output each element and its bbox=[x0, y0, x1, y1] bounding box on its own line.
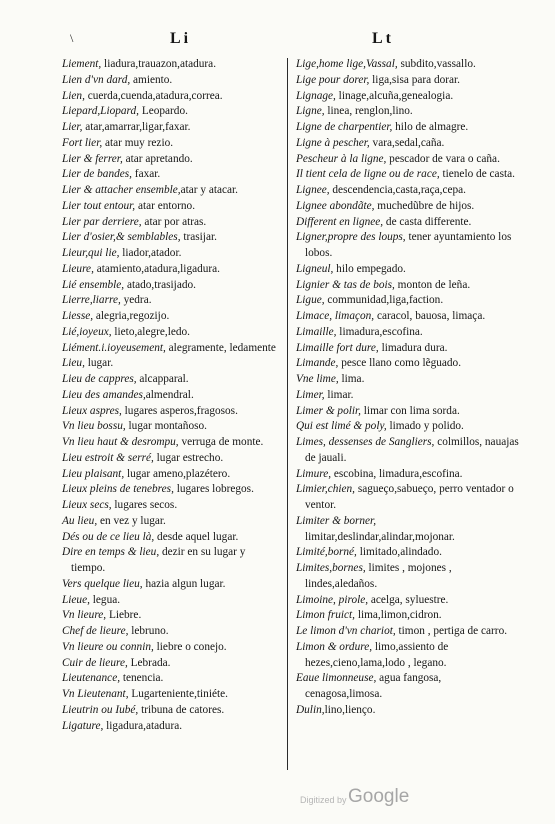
dictionary-entry bbox=[62, 435, 280, 451]
entry-definition: cuerda,cuenda,atadura,correa. bbox=[84, 89, 223, 102]
right-column bbox=[296, 57, 520, 719]
entry-term: Vne lime, bbox=[296, 373, 339, 385]
dictionary-entry bbox=[62, 104, 280, 120]
dictionary-entry bbox=[62, 341, 280, 357]
dictionary-entry bbox=[296, 57, 520, 73]
entry-definition: limar. bbox=[324, 388, 354, 401]
dictionary-entry bbox=[296, 341, 520, 357]
entry-term: Dulin, bbox=[296, 703, 325, 716]
entry-term: Lieue, bbox=[62, 593, 90, 606]
entry-term: Lier & attacher ensemble, bbox=[62, 184, 181, 196]
entry-definition: subdito,vassallo. bbox=[397, 58, 476, 70]
entry-definition: lugar montañoso. bbox=[125, 420, 207, 433]
dictionary-entry bbox=[62, 325, 280, 341]
dictionary-entry bbox=[62, 577, 280, 593]
dictionary-entry bbox=[62, 498, 280, 514]
entry-term: Lien, bbox=[62, 89, 85, 102]
dictionary-entry bbox=[296, 152, 520, 168]
dictionary-entry bbox=[296, 356, 520, 372]
entry-term: Lier d'osier,& semblables, bbox=[62, 231, 181, 244]
dictionary-entry bbox=[62, 593, 280, 609]
dictionary-entry bbox=[62, 388, 280, 404]
entry-definition: tenencia. bbox=[120, 672, 164, 685]
entry-definition: hilo empegado. bbox=[333, 262, 406, 275]
entry-definition: lugares secos. bbox=[111, 499, 178, 511]
entry-term: Different en lignee, bbox=[296, 215, 384, 228]
entry-definition: lugar. bbox=[84, 357, 114, 370]
dictionary-entry bbox=[62, 73, 280, 89]
entry-definition: atar y atacar. bbox=[180, 184, 238, 196]
entry-term: Limer & polir, bbox=[296, 404, 361, 417]
dictionary-entry bbox=[296, 671, 520, 703]
dictionary-entry bbox=[296, 608, 520, 624]
entry-term: Lier tout entour, bbox=[62, 199, 136, 212]
entry-definition: ligadura,atadura. bbox=[103, 719, 183, 732]
entry-term: Limande, bbox=[296, 357, 339, 370]
dictionary-entry bbox=[62, 262, 280, 278]
entry-definition: alegria,regozijo. bbox=[93, 310, 170, 322]
dictionary-entry bbox=[62, 152, 280, 168]
entry-definition: caracol, bauosa, limaça. bbox=[374, 310, 486, 322]
entry-term: Lignier & tas de bois, bbox=[296, 278, 395, 291]
entry-definition: legua. bbox=[89, 593, 121, 606]
entry-definition: pesce llano como lẽguado. bbox=[338, 357, 462, 370]
dictionary-entry bbox=[296, 278, 520, 294]
entry-term: Lieutrin ou Iubé, bbox=[62, 703, 139, 716]
entry-term: Lien d'vn dard, bbox=[62, 73, 131, 86]
dictionary-entry bbox=[62, 293, 280, 309]
entry-term: Ligne de charpentier, bbox=[296, 121, 393, 133]
entry-definition: monton de leña. bbox=[394, 278, 471, 291]
entry-term: Limité,borné, bbox=[296, 546, 357, 559]
entry-term: Lieu plaisant, bbox=[62, 467, 125, 480]
entry-definition: lugares lobregos. bbox=[173, 483, 254, 496]
entry-definition: agua fangosa, cenagosa,limosa. bbox=[305, 672, 442, 700]
dictionary-entry bbox=[62, 703, 280, 719]
entry-definition: hazia algun lugar. bbox=[142, 577, 226, 590]
page-header bbox=[0, 30, 555, 50]
entry-definition: atar apretando. bbox=[122, 152, 193, 165]
entry-definition: atar muy rezio. bbox=[102, 136, 174, 149]
dictionary-entry bbox=[62, 656, 280, 672]
dictionary-entry bbox=[62, 230, 280, 246]
entry-term: Limites,bornes, bbox=[296, 562, 366, 574]
dictionary-entry bbox=[296, 325, 520, 341]
entry-term: Ligue, bbox=[296, 294, 325, 307]
entry-term: Lieu, bbox=[62, 357, 85, 370]
entry-term: Limaille, bbox=[296, 325, 337, 338]
dictionary-entry bbox=[62, 624, 280, 640]
entry-term: Lignee abondãte, bbox=[296, 199, 375, 212]
dictionary-entry bbox=[62, 687, 280, 703]
entry-definition: en vez y lugar. bbox=[97, 514, 166, 527]
entry-term: Limiter & borner, bbox=[296, 514, 377, 527]
entry-definition: communidad,liga,faction. bbox=[324, 294, 444, 307]
dictionary-entry bbox=[62, 467, 280, 483]
entry-term: Le limon d'vn chariot, bbox=[296, 625, 396, 637]
entry-definition: colmillos, nauajas de jauali. bbox=[305, 436, 519, 464]
entry-definition: lebruno. bbox=[128, 625, 169, 637]
entry-term: Chef de lieure, bbox=[62, 625, 129, 637]
entry-term: Pescheur à la ligne, bbox=[296, 152, 387, 165]
entry-term: Lié,ioyeux, bbox=[62, 325, 112, 338]
running-head-left: Li bbox=[170, 30, 192, 47]
dictionary-entry bbox=[62, 419, 280, 435]
dictionary-entry bbox=[296, 230, 520, 262]
entry-definition: atado,trasijado. bbox=[124, 278, 196, 291]
entry-definition: alcapparal. bbox=[136, 373, 189, 385]
digitized-watermark bbox=[300, 788, 460, 810]
entry-term: Limer, bbox=[296, 388, 325, 401]
entry-definition: atar,amarrar,ligar,faxar. bbox=[82, 121, 191, 133]
entry-term: Lier, bbox=[62, 121, 83, 133]
entry-term: Limes, dessenses de Sangliers, bbox=[296, 436, 435, 448]
entry-term: Lieu des amandes, bbox=[62, 388, 146, 401]
dictionary-entry bbox=[296, 640, 520, 672]
dictionary-entry bbox=[62, 89, 280, 105]
entry-term: Ligneul, bbox=[296, 262, 334, 275]
entry-definition: liga,sisa para dorar. bbox=[369, 73, 460, 86]
entry-term: Limoine, pirole, bbox=[296, 593, 369, 606]
entry-term: Lierre,liarre, bbox=[62, 294, 121, 307]
entry-term: Liement, bbox=[62, 58, 102, 70]
dictionary-entry bbox=[296, 372, 520, 388]
dictionary-entry bbox=[296, 120, 520, 136]
dictionary-entry bbox=[62, 278, 280, 294]
dictionary-entry bbox=[296, 199, 520, 215]
entry-definition: liador,atador. bbox=[119, 247, 182, 259]
entry-definition: desde aquel lugar. bbox=[154, 530, 239, 543]
entry-term: Eaue limonneuse, bbox=[296, 672, 377, 685]
entry-definition: lugares asperos,fragosos. bbox=[121, 404, 238, 417]
dictionary-entry bbox=[62, 136, 280, 152]
entry-term: Lieutenance, bbox=[62, 672, 121, 685]
entry-term: Vn lieu haut & desrompu, bbox=[62, 436, 179, 448]
dictionary-entry bbox=[62, 372, 280, 388]
dictionary-entry bbox=[296, 703, 520, 719]
entry-definition: limites , mojones , lindes,aledaños. bbox=[305, 562, 452, 590]
entry-definition: lima. bbox=[338, 373, 365, 385]
entry-definition: amiento. bbox=[130, 73, 173, 86]
entry-definition: yedra. bbox=[120, 294, 152, 307]
entry-definition: muchedũbre de hijos. bbox=[374, 199, 475, 212]
dictionary-entry bbox=[62, 451, 280, 467]
dictionary-entry bbox=[62, 671, 280, 687]
entry-definition: escobina, limadura,escofina. bbox=[331, 467, 463, 480]
dictionary-entry bbox=[296, 215, 520, 231]
entry-definition: limitar,deslindar,alindar,mojonar. bbox=[305, 530, 455, 543]
entry-term: Lieure, bbox=[62, 262, 94, 275]
entry-definition: Liebre. bbox=[106, 609, 142, 622]
entry-term: Vn lieure ou connin, bbox=[62, 640, 154, 653]
entry-definition: acelga, syluestre. bbox=[368, 593, 449, 606]
dictionary-entry bbox=[296, 293, 520, 309]
entry-term: Lige,home lige,Vassal, bbox=[296, 58, 398, 70]
dictionary-entry bbox=[62, 215, 280, 231]
entry-term: Limure, bbox=[296, 467, 332, 480]
entry-term: Limier,chien, bbox=[296, 483, 355, 496]
dictionary-entry bbox=[62, 57, 280, 73]
dictionary-entry bbox=[62, 514, 280, 530]
entry-term: Lier de bandes, bbox=[62, 168, 132, 181]
entry-definition: almendral. bbox=[145, 388, 194, 401]
entry-definition: alegramente, ledamente bbox=[165, 341, 276, 354]
entry-definition: Lebrada. bbox=[127, 656, 171, 669]
entry-term: Lignee, bbox=[296, 184, 330, 196]
entry-definition: lima,limon,cidron. bbox=[355, 609, 442, 622]
entry-definition: tener ayuntamiento los lobos. bbox=[305, 231, 512, 259]
entry-definition: tribuna de catores. bbox=[138, 703, 225, 716]
dictionary-entry bbox=[296, 545, 520, 561]
entry-term: Liepard,Liopard, bbox=[62, 105, 139, 118]
entry-definition: lieto,alegre,ledo. bbox=[111, 325, 190, 338]
entry-definition: verruga de monte. bbox=[178, 436, 264, 448]
entry-term: Lieux secs, bbox=[62, 499, 112, 511]
entry-definition: limar con lima sorda. bbox=[360, 404, 460, 417]
running-head-right: Lt bbox=[372, 30, 394, 47]
entry-term: Dés ou de ce lieu là, bbox=[62, 530, 155, 543]
entry-term: Lié ensemble, bbox=[62, 278, 125, 291]
entry-definition: liebre o conejo. bbox=[153, 640, 227, 653]
entry-definition: dezir en su lugar y tiempo. bbox=[71, 546, 246, 574]
dictionary-entry bbox=[296, 136, 520, 152]
dictionary-entry bbox=[296, 404, 520, 420]
entry-definition: linea, renglon,lino. bbox=[324, 105, 413, 118]
entry-term: Il tient cela de ligne ou de race, bbox=[296, 168, 440, 181]
entry-definition: tienelo de casta. bbox=[439, 168, 515, 181]
entry-term: Lige pour dorer, bbox=[296, 73, 370, 86]
dictionary-entry bbox=[62, 246, 280, 262]
entry-definition: limadura dura. bbox=[378, 341, 448, 354]
entry-term: Vers quelque lieu, bbox=[62, 577, 143, 590]
dictionary-entry bbox=[296, 73, 520, 89]
entry-definition: descendencia,casta,raça,cepa. bbox=[329, 184, 466, 196]
entry-term: Lieu de cappres, bbox=[62, 373, 137, 385]
entry-term: Fort lier, bbox=[62, 136, 103, 149]
entry-definition: lugar ameno,plazétero. bbox=[124, 467, 231, 480]
entry-definition: limadura,escofina. bbox=[336, 325, 423, 338]
entry-definition: Leopardo. bbox=[139, 105, 188, 118]
dictionary-entry bbox=[62, 356, 280, 372]
entry-term: Ligne à pescher, bbox=[296, 136, 370, 149]
entry-definition: de casta differente. bbox=[383, 215, 472, 228]
entry-term: Ligne, bbox=[296, 105, 325, 118]
dictionary-entry bbox=[296, 561, 520, 593]
entry-term: Lier & ferrer, bbox=[62, 152, 123, 165]
dictionary-entry bbox=[296, 388, 520, 404]
entry-term: Lignage, bbox=[296, 89, 336, 102]
dictionary-entry bbox=[296, 467, 520, 483]
entry-definition: limitado,alindado. bbox=[356, 546, 442, 559]
entry-term: Liément.i.ioyeusement, bbox=[62, 341, 166, 354]
entry-term: Lieu estroit & serré, bbox=[62, 451, 154, 464]
dictionary-entry bbox=[62, 608, 280, 624]
entry-term: Lieur,qui lie, bbox=[62, 247, 120, 259]
dictionary-entry bbox=[296, 593, 520, 609]
entry-term: Cuir de lieure, bbox=[62, 656, 128, 669]
entry-term: Qui est limé & poly, bbox=[296, 420, 387, 433]
dictionary-entry bbox=[296, 419, 520, 435]
column-divider bbox=[287, 58, 288, 770]
entry-definition: lugar estrecho. bbox=[153, 451, 224, 464]
entry-definition: linage,alcuña,genealogia. bbox=[335, 89, 454, 102]
corner-mark: \ bbox=[70, 31, 74, 45]
dictionary-entry bbox=[62, 183, 280, 199]
entry-term: Ligature, bbox=[62, 719, 104, 732]
watermark-small-text: Digitized by bbox=[300, 795, 347, 805]
dictionary-entry bbox=[62, 640, 280, 656]
dictionary-entry bbox=[62, 404, 280, 420]
dictionary-entry bbox=[296, 309, 520, 325]
entry-definition: vara,sedal,caña. bbox=[369, 136, 445, 149]
entry-term: Dire en temps & lieu, bbox=[62, 546, 160, 559]
entry-definition: atar por atras. bbox=[141, 215, 207, 228]
dictionary-entry bbox=[296, 183, 520, 199]
entry-term: Limace, limaçon, bbox=[296, 310, 375, 322]
dictionary-entry bbox=[296, 262, 520, 278]
dictionary-entry bbox=[296, 482, 520, 514]
dictionary-entry bbox=[296, 514, 520, 546]
dictionary-entry bbox=[296, 104, 520, 120]
dictionary-entry bbox=[62, 167, 280, 183]
left-column bbox=[62, 57, 280, 734]
entry-definition: limado y polido. bbox=[386, 420, 464, 433]
entry-definition: atar entorno. bbox=[135, 199, 196, 212]
entry-definition: liadura,trauazon,atadura. bbox=[101, 58, 217, 70]
entry-term: Liesse, bbox=[62, 310, 94, 322]
entry-definition: Lugarteniente,tiniéte. bbox=[128, 688, 228, 700]
entry-term: Au lieu, bbox=[62, 514, 98, 527]
entry-term: Ligner,propre des loups, bbox=[296, 231, 406, 244]
dictionary-entry bbox=[62, 719, 280, 735]
entry-term: Lieux aspres, bbox=[62, 404, 122, 417]
watermark-logo-text: Google bbox=[348, 786, 410, 807]
dictionary-entry bbox=[62, 199, 280, 215]
entry-definition: limo,assiento de hezes,cieno,lama,lodo , legano. bbox=[305, 640, 449, 669]
dictionary-entry bbox=[296, 624, 520, 640]
entry-term: Limaille fort dure, bbox=[296, 341, 379, 354]
entry-term: Limon fruict, bbox=[296, 609, 355, 622]
dictionary-entry bbox=[62, 120, 280, 136]
dictionary-entry bbox=[62, 309, 280, 325]
entry-definition: hilo de almagre. bbox=[392, 121, 469, 133]
entry-definition: atamiento,atadura,ligadura. bbox=[93, 262, 220, 275]
dictionary-entry bbox=[296, 167, 520, 183]
entry-definition: trasijar. bbox=[180, 231, 217, 244]
entry-definition: sagueço,sabueço, perro ventador o ventor. bbox=[305, 483, 514, 511]
entry-term: Lieux pleins de tenebres, bbox=[62, 483, 174, 496]
dictionary-entry bbox=[296, 435, 520, 467]
entry-definition: pescador de vara o caña. bbox=[386, 152, 500, 165]
dictionary-entry bbox=[62, 530, 280, 546]
dictionary-entry bbox=[62, 545, 280, 577]
entry-term: Vn lieu bossu, bbox=[62, 420, 126, 433]
entry-definition: faxar. bbox=[131, 168, 161, 181]
entry-term: Vn lieure, bbox=[62, 609, 107, 622]
entry-term: Limon & ordure, bbox=[296, 640, 373, 653]
dictionary-entry bbox=[296, 89, 520, 105]
dictionary-entry bbox=[62, 482, 280, 498]
entry-definition: timon , pertiga de carro. bbox=[395, 625, 508, 637]
entry-term: Vn Lieutenant, bbox=[62, 688, 129, 700]
entry-term: Lier par derriere, bbox=[62, 215, 142, 228]
entry-definition: lino,lienço. bbox=[324, 703, 376, 716]
